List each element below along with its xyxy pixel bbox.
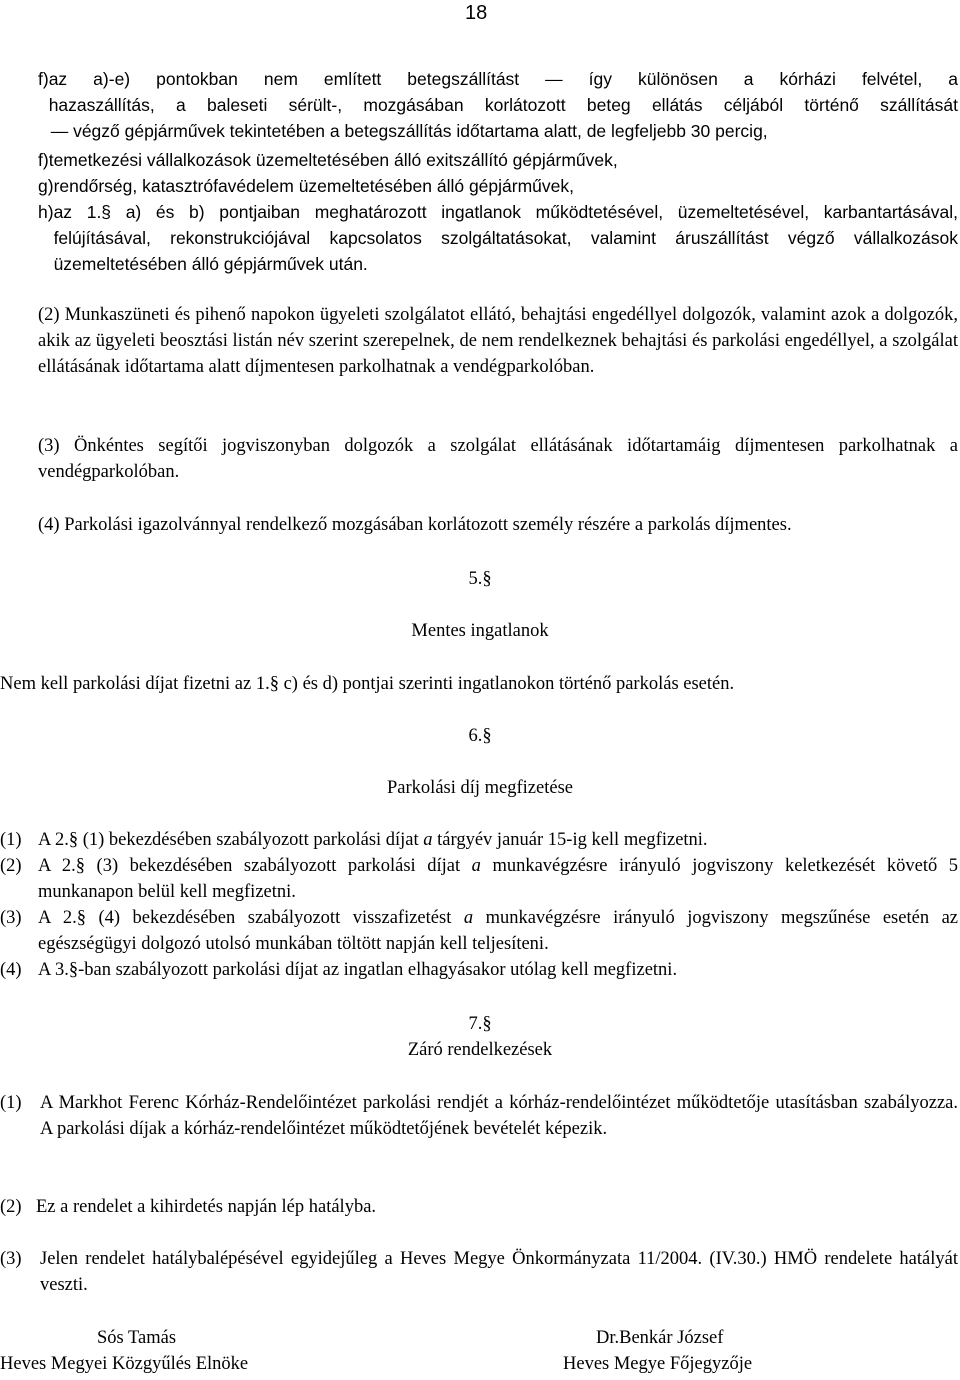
- item-text: Jelen rendelet hatálybalépésével egyidejűleg a Heves Megye Önkormányzata 11/2004. (IV.30.) HMÖ rendelete hatályát veszti.: [40, 1249, 958, 1295]
- section-6-number: 6.§: [468, 726, 492, 746]
- list-item-label: f): [38, 69, 49, 89]
- list-item-text: rendőrség, katasztrófavédelem üzemeltetésében álló gépjárművek,: [53, 176, 574, 196]
- list-item-f-funeral: [38, 147, 958, 173]
- section-7-title: Záró rendelkezések: [407, 1040, 553, 1060]
- section-6-title: Parkolási díj megfizetése: [387, 778, 573, 798]
- page-number: 18: [465, 2, 488, 24]
- item-text: munkavégzésre irányuló jogviszony megszűnése esetén az egészségügyi dolgozó utolsó munkában töltött napján kell teljesíteni.: [38, 908, 958, 954]
- item-label: (1): [0, 1093, 22, 1113]
- item-label: (2): [0, 856, 22, 876]
- list-item-label: h): [38, 202, 54, 222]
- list-item-label: f): [38, 150, 49, 170]
- section-6-item-3: [0, 905, 958, 957]
- item-text: A 2.§ (1) bekezdésében szabályozott parkolási díjat: [38, 830, 424, 850]
- item-emphasis: a: [423, 830, 433, 850]
- section-6-item-2: [0, 853, 958, 905]
- section-6-item-1: [0, 827, 958, 853]
- item-label: (1): [0, 830, 22, 850]
- section-5-title: Mentes ingatlanok: [411, 621, 549, 641]
- list-item-label: g): [38, 176, 54, 196]
- section-7-item-1: [0, 1090, 958, 1142]
- section-5-number: 5.§: [468, 569, 492, 589]
- item-text: A 2.§ (3) bekezdésében szabályozott parkolási díjat: [38, 856, 472, 876]
- list-item-g-police: [38, 173, 958, 199]
- item-emphasis: a: [463, 908, 474, 928]
- item-text: tárgyév január 15-ig kell megfizetni.: [432, 830, 708, 850]
- list-item-h-services: [38, 199, 958, 277]
- item-text: A Markhot Ferenc Kórház-Rendelőintézet parkolási rendjét a kórház-rendelőintézet működtetője utasításban szabályozza. A parkolási díjak a kórház-rendelőintézet működtetőjének bevételét képezik.: [40, 1093, 958, 1139]
- item-text: Ez a rendelet a kihirdetés napján lép hatályba.: [36, 1197, 377, 1217]
- list-item-text-line: hazaszállítás, a baleseti sérült-, mozgásában korlátozott beteg ellátás céljából történő szállítását: [48, 95, 958, 115]
- item-text: A 2.§ (4) bekezdésében szabályozott visszafizetést: [38, 908, 464, 928]
- item-text: A 3.§-ban szabályozott parkolási díjat az ingatlan elhagyásakor utólag kell megfizetni.: [38, 960, 678, 980]
- section-7-number: 7.§: [468, 1014, 492, 1034]
- item-label: (3): [0, 908, 22, 928]
- section-5-text: Nem kell parkolási díjat fizetni az 1.§ c) és d) pontjai szerinti ingatlanokon történő parkolás esetén.: [0, 674, 735, 694]
- item-label: (2): [0, 1197, 22, 1217]
- signature-right-title: Heves Megye Főjegyzője: [563, 1354, 753, 1374]
- list-item-text: temetkezési vállalkozások üzemeltetésében álló exitszállító gépjárművek,: [48, 150, 618, 170]
- item-emphasis: a: [471, 856, 481, 876]
- item-label: (3): [0, 1249, 22, 1269]
- section-7-item-3: [0, 1246, 958, 1298]
- list-item-text: az 1.§ a) és b) pontjaiban meghatározott ingatlanok működtetésével, üzemeltetésével, karbantartásával, felújításával, rekonstrukciójával kapcsolatos szolgáltatásokat, valamint áruszállítást végző vállalkozások üzemeltetésében álló gépjárművek után.: [53, 202, 958, 274]
- section-7-item-2: [0, 1194, 958, 1220]
- list-item-text-line: az a)-e) pontokban nem említett betegszállítást — így különösen a kórházi felvétel, a: [48, 69, 958, 89]
- paragraph-2: (2) Munkaszüneti és pihenő napokon ügyeleti szolgálatot ellátó, behajtási engedéllyel dolgozók, valamint azok a dolgozók, akik az ügyeleti beosztási listán név szerint szerepelnek, de nem rendelkeznek behajtási és parkolási engedéllyel, a szolgálat ellátásának időtartama alatt díjmentesen parkolhatnak a vendégparkolóban.: [38, 305, 958, 377]
- signature-left-title: Heves Megyei Közgyűlés Elnöke: [0, 1354, 249, 1374]
- paragraph-4: (4) Parkolási igazolvánnyal rendelkező mozgásában korlátozott személy részére a parkolás díjmentes.: [38, 515, 792, 535]
- signature-left-name: Sós Tamás: [97, 1328, 177, 1348]
- list-item-text-line: — végző gépjárművek tekintetében a betegszállítás időtartama alatt, de legfeljebb 30 percig,: [50, 121, 768, 141]
- section-6-item-4: [0, 957, 958, 983]
- item-label: (4): [0, 960, 22, 980]
- signature-right-name: Dr.Benkár József: [596, 1328, 724, 1348]
- paragraph-3: (3) Önkéntes segítői jogviszonyban dolgozók a szolgálat ellátásának időtartamáig díjmentesen parkolhatnak a vendégparkolóban.: [38, 436, 958, 482]
- list-item-f-transport: [38, 66, 958, 144]
- item-text: munkavégzésre irányuló jogviszony keletkezését követő 5 munkanapon belül kell megfizetni.: [38, 856, 958, 902]
